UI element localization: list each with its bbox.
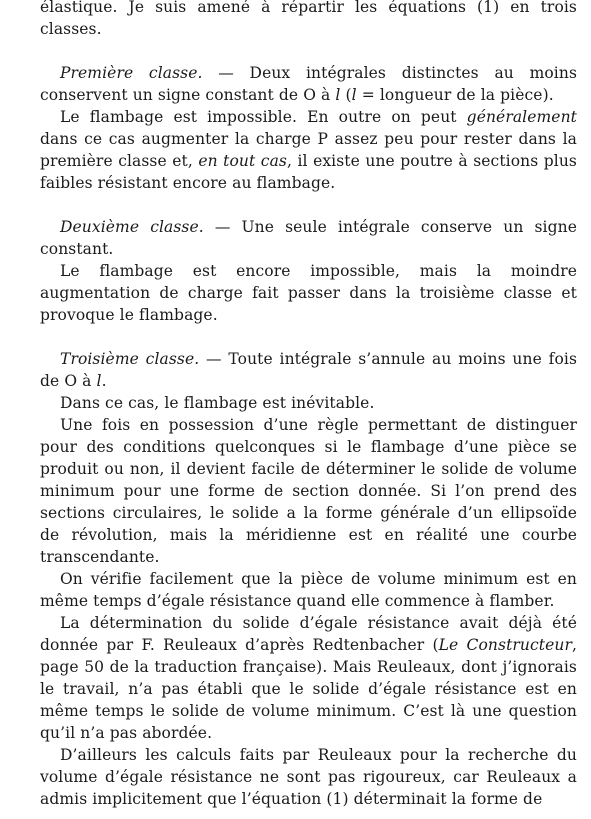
paragraph-calculs	[40, 744, 577, 810]
emphasis-en-tout-cas: en tout cas	[198, 152, 287, 170]
text-run: , il existe une poutre à sections plus faibles résistant encore au flambage.	[40, 152, 577, 192]
paragraph-premiere-classe	[40, 62, 577, 106]
text-run: élastique. Je suis amené à répartir les équations (1) en trois classes.	[40, 0, 577, 38]
text-run: D’ailleurs les calculs faits par Reuleaux pour la recherche du volume d’égale résistance ne sont pas rigoureux, car Reuleaux a admis implicitement que l’équation (1) déterminait la forme de	[40, 746, 577, 808]
text-run: = longueur de la pièce).	[356, 86, 554, 104]
text-run: dans ce cas augmenter la charge P assez peu pour rester dans la première classe et,	[40, 130, 577, 170]
paragraph-flambage-impossible	[40, 106, 577, 194]
paragraph-volume-minimum	[40, 568, 577, 612]
paragraph-regle	[40, 414, 577, 568]
symbol-l: l	[96, 372, 102, 390]
heading-premiere-classe: Première classe.	[60, 64, 203, 82]
text-run: , page 50 de la traduction française). Mais Reuleaux, dont j’ignorais le travail, n’a pas établi que le solide d’égale résistance est en même temps le solide de volume minimum. C’est là une question qu’il n’a pas abordée.	[40, 636, 577, 742]
text-run: La détermination du solide d’égale résistance avait déjà été donnée par F. Reuleaux d’après Redtenbacher (	[40, 614, 577, 654]
text-run: Le flambage est impossible. En outre on peut	[60, 108, 467, 126]
text-run: — Deux intégrales distinctes au moins conservent un signe constant de O à	[40, 64, 578, 104]
text-run: — Une seule intégrale conserve un signe constant.	[40, 218, 577, 258]
heading-troisieme-classe: Troisième classe.	[60, 350, 200, 368]
paragraph-reuleaux	[40, 612, 577, 744]
text-run: Dans ce cas, le flambage est inévitable.	[60, 394, 375, 412]
book-title-le-constructeur: Le Constructeur	[438, 636, 572, 654]
text-run: (	[340, 86, 352, 104]
text-run: Une fois en possession d’une règle permettant de distinguer pour des conditions quelconques si le flambage d’une pièce se produit ou non, il devient facile de déterminer le solide de volume minimum pour une forme de section donnée. Si l’on prend des sections circulaires, le solide a la forme générale d’un ellipsoïde de révolution, mais la méridienne est en réalité une courbe transcendante.	[40, 416, 577, 566]
text-run: On vérifie facilement que la pièce de volume minimum est en même temps d’égale résistance quand elle commence à flamber.	[40, 570, 577, 610]
paragraph-flambage-encore-impossible	[40, 260, 577, 326]
paragraph-troisieme-classe	[40, 348, 577, 392]
paragraph-deuxieme-classe	[40, 216, 577, 260]
heading-deuxieme-classe: Deuxième classe.	[60, 218, 204, 236]
text-run: Le flambage est encore impossible, mais la moindre augmentation de charge fait passer dans la troisième classe et provoque le flambage.	[40, 262, 577, 324]
text-run: .	[101, 372, 107, 390]
emphasis-generalement: généralement	[466, 108, 577, 126]
paragraph-inevitable	[40, 392, 577, 414]
symbol-l: l	[351, 86, 357, 104]
symbol-l: l	[335, 86, 341, 104]
text-run: — Toute intégrale s’annule au moins une fois de O à	[40, 350, 578, 390]
paragraph-continuation	[40, 0, 577, 40]
